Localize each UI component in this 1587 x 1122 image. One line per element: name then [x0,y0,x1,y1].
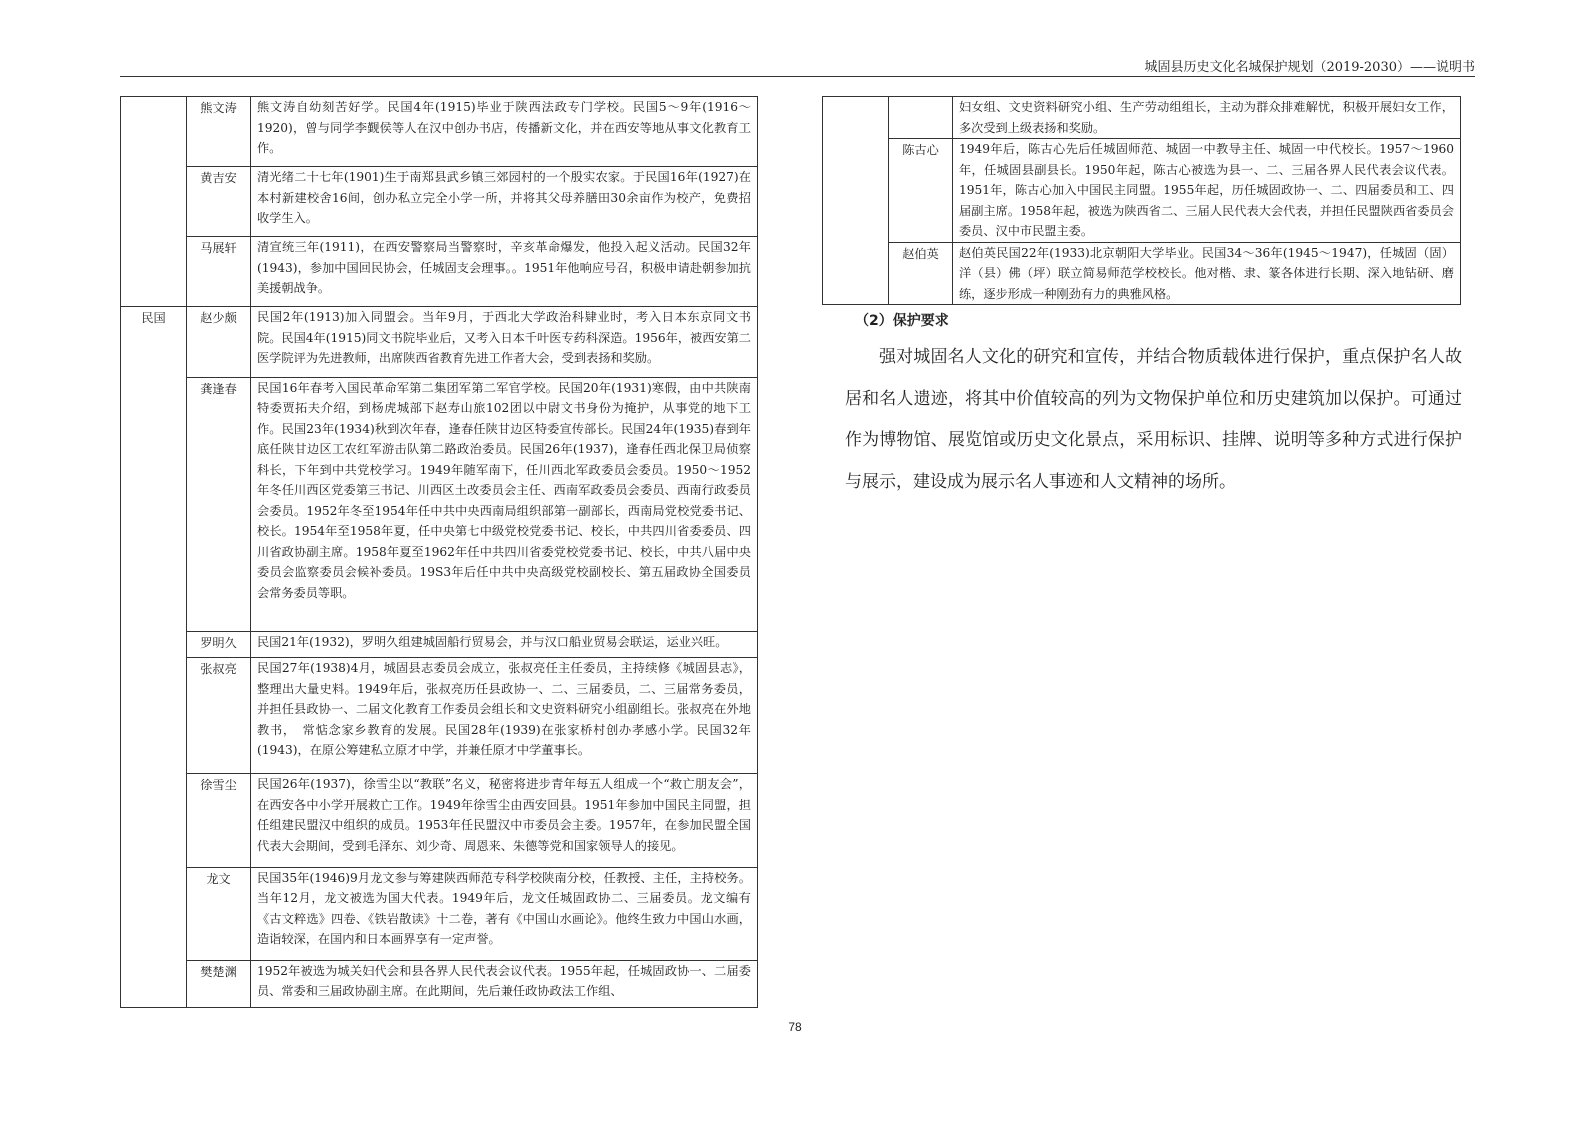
person-name: 罗明久 [187,631,251,657]
header-rule [120,76,1475,77]
table-row [823,242,1461,305]
person-name [889,97,953,139]
person-name: 徐雪尘 [187,774,251,867]
person-description: 清宣统三年(1911)，在西安警察局当警察时，辛亥革命爆发，他投入起义活动。民国32年(1943)，参加中国回民协会，任城固支会理事。。1951年他响应号召，积极申请赴朝参加抗美援朝战争。 [251,237,758,307]
person-description: 赵伯英民国22年(1933)北京朝阳大学毕业。民国34～36年(1945～1947)，任城固（固）洋（县）佛（坪）联立简易师范学校校长。他对楷、隶、篆各体进行长期、深入地钻研、磨练，逐步形成一种刚劲有力的典雅风格。 [953,242,1461,305]
person-description: 民国2年(1913)加入同盟会。当年9月，于西北大学政治科肄业时，考入日本东京同文书院。民国4年(1915)同文书院毕业后，又考入日本千叶医专药科深造。1956年，被西安第二医学院评为先进教师，出席陕西省教育先进工作者大会，受到表扬和奖励。 [251,307,758,377]
person-description: 1949年后，陈古心先后任城固师范、城固一中教导主任、城固一中代校长。1957～1960年，任城固县副县长。1950年起，陈古心被选为县一、二、三届各界人民代表会议代表。1951年，陈古心加入中国民主同盟。1955年起，历任城固政协一、二、四届委员和工、四届副主席。1958年起，被选为陕西省二、三届人民代表大会代表，并担任民盟陕西省委员会委员、汉中市民盟主委。 [953,139,1461,243]
table-row [121,307,758,377]
table-row [121,167,758,237]
person-name: 张叔亮 [187,658,251,774]
person-description: 民国27年(1938)4月，城固县志委员会成立，张叔亮任主任委员，主持续修《城固县志》，整理出大量史料。1949年后，张叔亮历任县政协一、二、三届委员，二、三届常务委员，并担任县政协一、二届文化教育工作委员会组长和文史资料研究小组副组长。张叔亮在外地教书， 常惦念家乡教育的发展。民国28年(1939)在张家桥村创办孝感小学。民国32年(1943)，在原公筹建私立原才中学，并兼任原才中学董事长。 [251,658,758,774]
table-row [121,377,758,631]
person-name: 赵伯英 [889,242,953,305]
person-description: 清光绪二十七年(1901)生于南郑县武乡镇三郊园村的一个殷实农家。于民国16年(1927)在本村新建校舍16间，创办私立完全小学一所，并将其父母养膳田30余亩作为校产，免费招收学生入。 [251,167,758,237]
person-name: 龚逢春 [187,377,251,631]
table-row [823,97,1461,139]
person-description: 民国35年(1946)9月龙文参与筹建陕西师范专科学校陕南分校，任教授、主任，主持校务。当年12月，龙文被选为国大代表。1949年后，龙文任城固政协二、三届委员。龙文编有《古文粹选》四卷、《铁岩散读》十二卷，著有《中国山水画论》。他终生致力中国山水画，造诣较深，在国内和日本画界享有一定声誉。 [251,867,758,960]
person-name: 熊文涛 [187,97,251,167]
table-row [121,867,758,960]
table-row [121,960,758,1007]
section-heading: （2）保护要求 [855,313,949,329]
person-description: 民国16年春考入国民革命军第二集团军第二军官学校。民国20年(1931)寒假，由中共陕南特委贾拓夫介绍，到杨虎城部下赵寿山旅102团以中尉文书身份为掩护，从事党的地下工作。民国23年(1934)秋到次年春，逢春任陕甘边区特委宣传部长。民国24年(1935)春到年底任陕甘边区工农红军游击队第二路政治委员。民国26年(1937)，逢春任西北保卫局侦察科长，下年到中共党校学习。1949年随军南下，任川西北军政委员会委员。1950～1952年冬任川西区党委第三书记、川西区土改委员会主任、西南军政委员会委员、西南行政委员会委员。1952年冬至1954年任中共中央西南局组织部第一副部长，西南局党校党委书记、校长。1954年至1958年夏，任中央第七中级党校党委书记、校长，中共四川省委委员、四川省政协副主席。1958年夏至1962年任中共四川省委党校党委书记、校长，中共八届中央委员会监察委员会候补委员。19S3年后任中共中央高级党校副校长、第五届政协全国委员会常务委员等职。 [251,377,758,631]
table-row [121,97,758,167]
person-name: 黄吉安 [187,167,251,237]
table-row [823,139,1461,243]
document-header: 城固县历史文化名城保护规划（2019-2030）——说明书 [1144,60,1475,75]
table-row [121,631,758,657]
person-name: 龙文 [187,867,251,960]
table-row [121,658,758,774]
person-name: 陈古心 [889,139,953,243]
person-description: 民国21年(1932)，罗明久组建城固船行贸易会，并与汉口船业贸易会联运，运业兴旺。 [251,631,758,657]
body-paragraph: 强对城固名人文化的研究和宣传，并结合物质载体进行保护，重点保护名人故居和名人遗迹，将其中价值较高的列为文物保护单位和历史建筑加以保护。可通过作为博物馆、展览馆或历史文化景点，采用标识、挂牌、说明等多种方式进行保护与展示，建设成为展示名人事迹和人文精神的场所。 [845,347,1462,492]
person-name: 赵少颇 [187,307,251,377]
page-number: 78 [788,1020,802,1034]
table-row [121,774,758,867]
era-cell: 民国 [121,307,187,1008]
person-name: 樊楚渊 [187,960,251,1007]
right-table [822,96,1461,305]
table-row [121,237,758,307]
person-description: 民国26年(1937)，徐雪尘以“教联”名义，秘密将进步青年每五人组成一个“救亡朋友会”，在西安各中小学开展救亡工作。1949年徐雪尘由西安回县。1951年参加中国民主同盟，担任组建民盟汉中组织的成员。1953年任民盟汉中市委员会主委。1957年，在参加民盟全国代表大会期间，受到毛泽东、刘少奇、周恩来、朱德等党和国家领导人的接见。 [251,774,758,867]
left-table [120,96,758,1008]
person-description: 熊文涛自幼刻苦好学。民国4年(1915)毕业于陕西法政专门学校。民国5～9年(1916～1920)，曾与同学李觐侯等人在汉中创办书店，传播新文化，并在西安等地从事文化教育工作。 [251,97,758,167]
person-name: 马展轩 [187,237,251,307]
era-cell [121,97,187,307]
era-cell [823,97,889,305]
person-description: 1952年被选为城关妇代会和县各界人民代表会议代表。1955年起，任城固政协一、二届委员、常委和三届政协副主席。在此期间，先后兼任政协政法工作组、 [251,960,758,1007]
person-description: 妇女组、文史资料研究小组、生产劳动组组长，主动为群众排难解忧，积极开展妇女工作，多次受到上级表扬和奖励。 [953,97,1461,139]
